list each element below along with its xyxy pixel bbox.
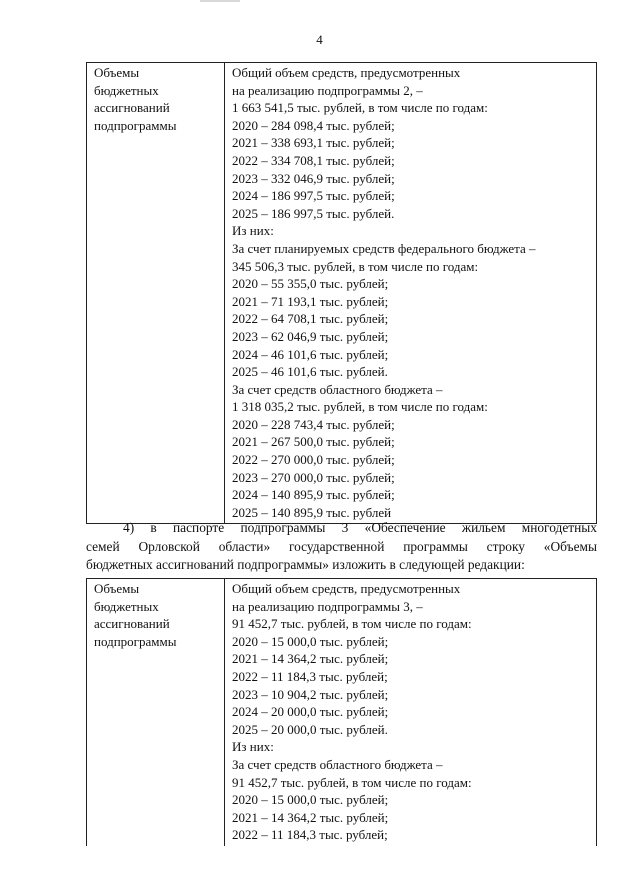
text-line: Из них:	[232, 739, 274, 755]
paragraph-line: бюджетных ассигнований подпрограммы» изложить в следующей редакции:	[86, 557, 525, 573]
text-line: 2022 – 64 708,1 тыс. рублей;	[232, 311, 389, 327]
text-line: 2021 – 338 693,1 тыс. рублей;	[232, 135, 395, 151]
text-line: 2023 – 62 046,9 тыс. рублей;	[232, 328, 389, 344]
text-line: 2024 – 46 101,6 тыс. рублей;	[232, 346, 389, 362]
text-line: 2025 – 20 000,0 тыс. рублей.	[232, 721, 388, 737]
text-line: 2025 – 186 997,5 тыс. рублей.	[232, 205, 395, 221]
text-line: бюджетных	[94, 82, 159, 98]
text-line: 2021 – 14 364,2 тыс. рублей;	[232, 651, 389, 667]
paragraph-line: 4) в паспорте подпрограммы 3 «Обеспечение жильем многодетных	[123, 520, 597, 535]
text-line: Из них:	[232, 223, 274, 239]
text-line: 2020 – 284 098,4 тыс. рублей;	[232, 117, 395, 133]
text-line: Объемы	[94, 65, 140, 80]
row-label-cell	[87, 63, 225, 524]
funding-details	[232, 580, 592, 844]
table-row	[87, 63, 597, 524]
text-line: За счет планируемых средств федерального бюджета –	[232, 240, 536, 256]
row-value-cell	[225, 63, 597, 524]
text-line: на реализацию подпрограммы 3, –	[232, 598, 423, 614]
text-line: 2021 – 14 364,2 тыс. рублей;	[232, 809, 389, 825]
text-line: 2022 – 270 000,0 тыс. рублей;	[232, 452, 395, 468]
text-line: Общий объем средств, предусмотренных	[232, 581, 461, 596]
text-line: Объемы	[94, 581, 140, 596]
amendment-paragraph	[86, 519, 597, 575]
text-line: 2020 – 228 743,4 тыс. рублей;	[232, 416, 395, 432]
text-line: 2020 – 15 000,0 тыс. рублей;	[232, 633, 389, 649]
text-line: 2022 – 11 184,3 тыс. рублей;	[232, 668, 388, 684]
text-line: подпрограммы	[94, 633, 177, 649]
text-line: на реализацию подпрограммы 2, –	[232, 82, 423, 98]
text-line: 2021 – 267 500,0 тыс. рублей;	[232, 434, 395, 450]
text-line: ассигнований	[94, 100, 170, 116]
text-line: 2025 – 46 101,6 тыс. рублей.	[232, 364, 388, 380]
row-label	[94, 580, 220, 650]
row-label	[94, 64, 220, 134]
table-row	[87, 579, 597, 846]
budget-allocations-table-subprogram-2	[86, 62, 597, 524]
row-label-cell	[87, 579, 225, 846]
text-line: 345 506,3 тыс. рублей, в том числе по годам:	[232, 258, 479, 274]
text-line: 2024 – 20 000,0 тыс. рублей;	[232, 704, 389, 720]
text-line: 1 663 541,5 тыс. рублей, в том числе по годам:	[232, 100, 488, 116]
text-line: 2022 – 334 708,1 тыс. рублей;	[232, 152, 395, 168]
text-line: ассигнований	[94, 616, 170, 632]
text-line: 2021 – 71 193,1 тыс. рублей;	[232, 293, 389, 309]
text-line: бюджетных	[94, 598, 159, 614]
row-value-cell	[225, 579, 597, 846]
text-line: За счет средств областного бюджета –	[232, 756, 443, 772]
text-line: 2020 – 15 000,0 тыс. рублей;	[232, 792, 389, 808]
text-line: 2020 – 55 355,0 тыс. рублей;	[232, 276, 389, 292]
text-line: 2024 – 140 895,9 тыс. рублей;	[232, 487, 395, 503]
funding-details	[232, 64, 592, 521]
text-line: Общий объем средств, предусмотренных	[232, 65, 461, 80]
scan-artifact	[200, 0, 240, 2]
text-line: 2023 – 270 000,0 тыс. рублей;	[232, 469, 395, 485]
text-line: 2023 – 332 046,9 тыс. рублей;	[232, 170, 395, 186]
text-line: 91 452,7 тыс. рублей, в том числе по годам:	[232, 616, 472, 632]
page-number: 4	[316, 32, 323, 47]
text-line: 1 318 035,2 тыс. рублей, в том числе по годам:	[232, 399, 488, 415]
paragraph-line: семей Орловской области» государственной программы строку «Объемы	[86, 538, 597, 554]
text-line: 91 452,7 тыс. рублей, в том числе по годам:	[232, 774, 472, 790]
text-line: 2022 – 11 184,3 тыс. рублей;	[232, 827, 388, 843]
budget-allocations-table-subprogram-3	[86, 578, 597, 846]
text-line: 2024 – 186 997,5 тыс. рублей;	[232, 188, 395, 204]
text-line: 2023 – 10 904,2 тыс. рублей;	[232, 686, 389, 702]
text-line: 2025 – 140 895,9 тыс. рублей	[232, 504, 392, 520]
text-line: За счет средств областного бюджета –	[232, 381, 443, 397]
text-line: подпрограммы	[94, 117, 177, 133]
